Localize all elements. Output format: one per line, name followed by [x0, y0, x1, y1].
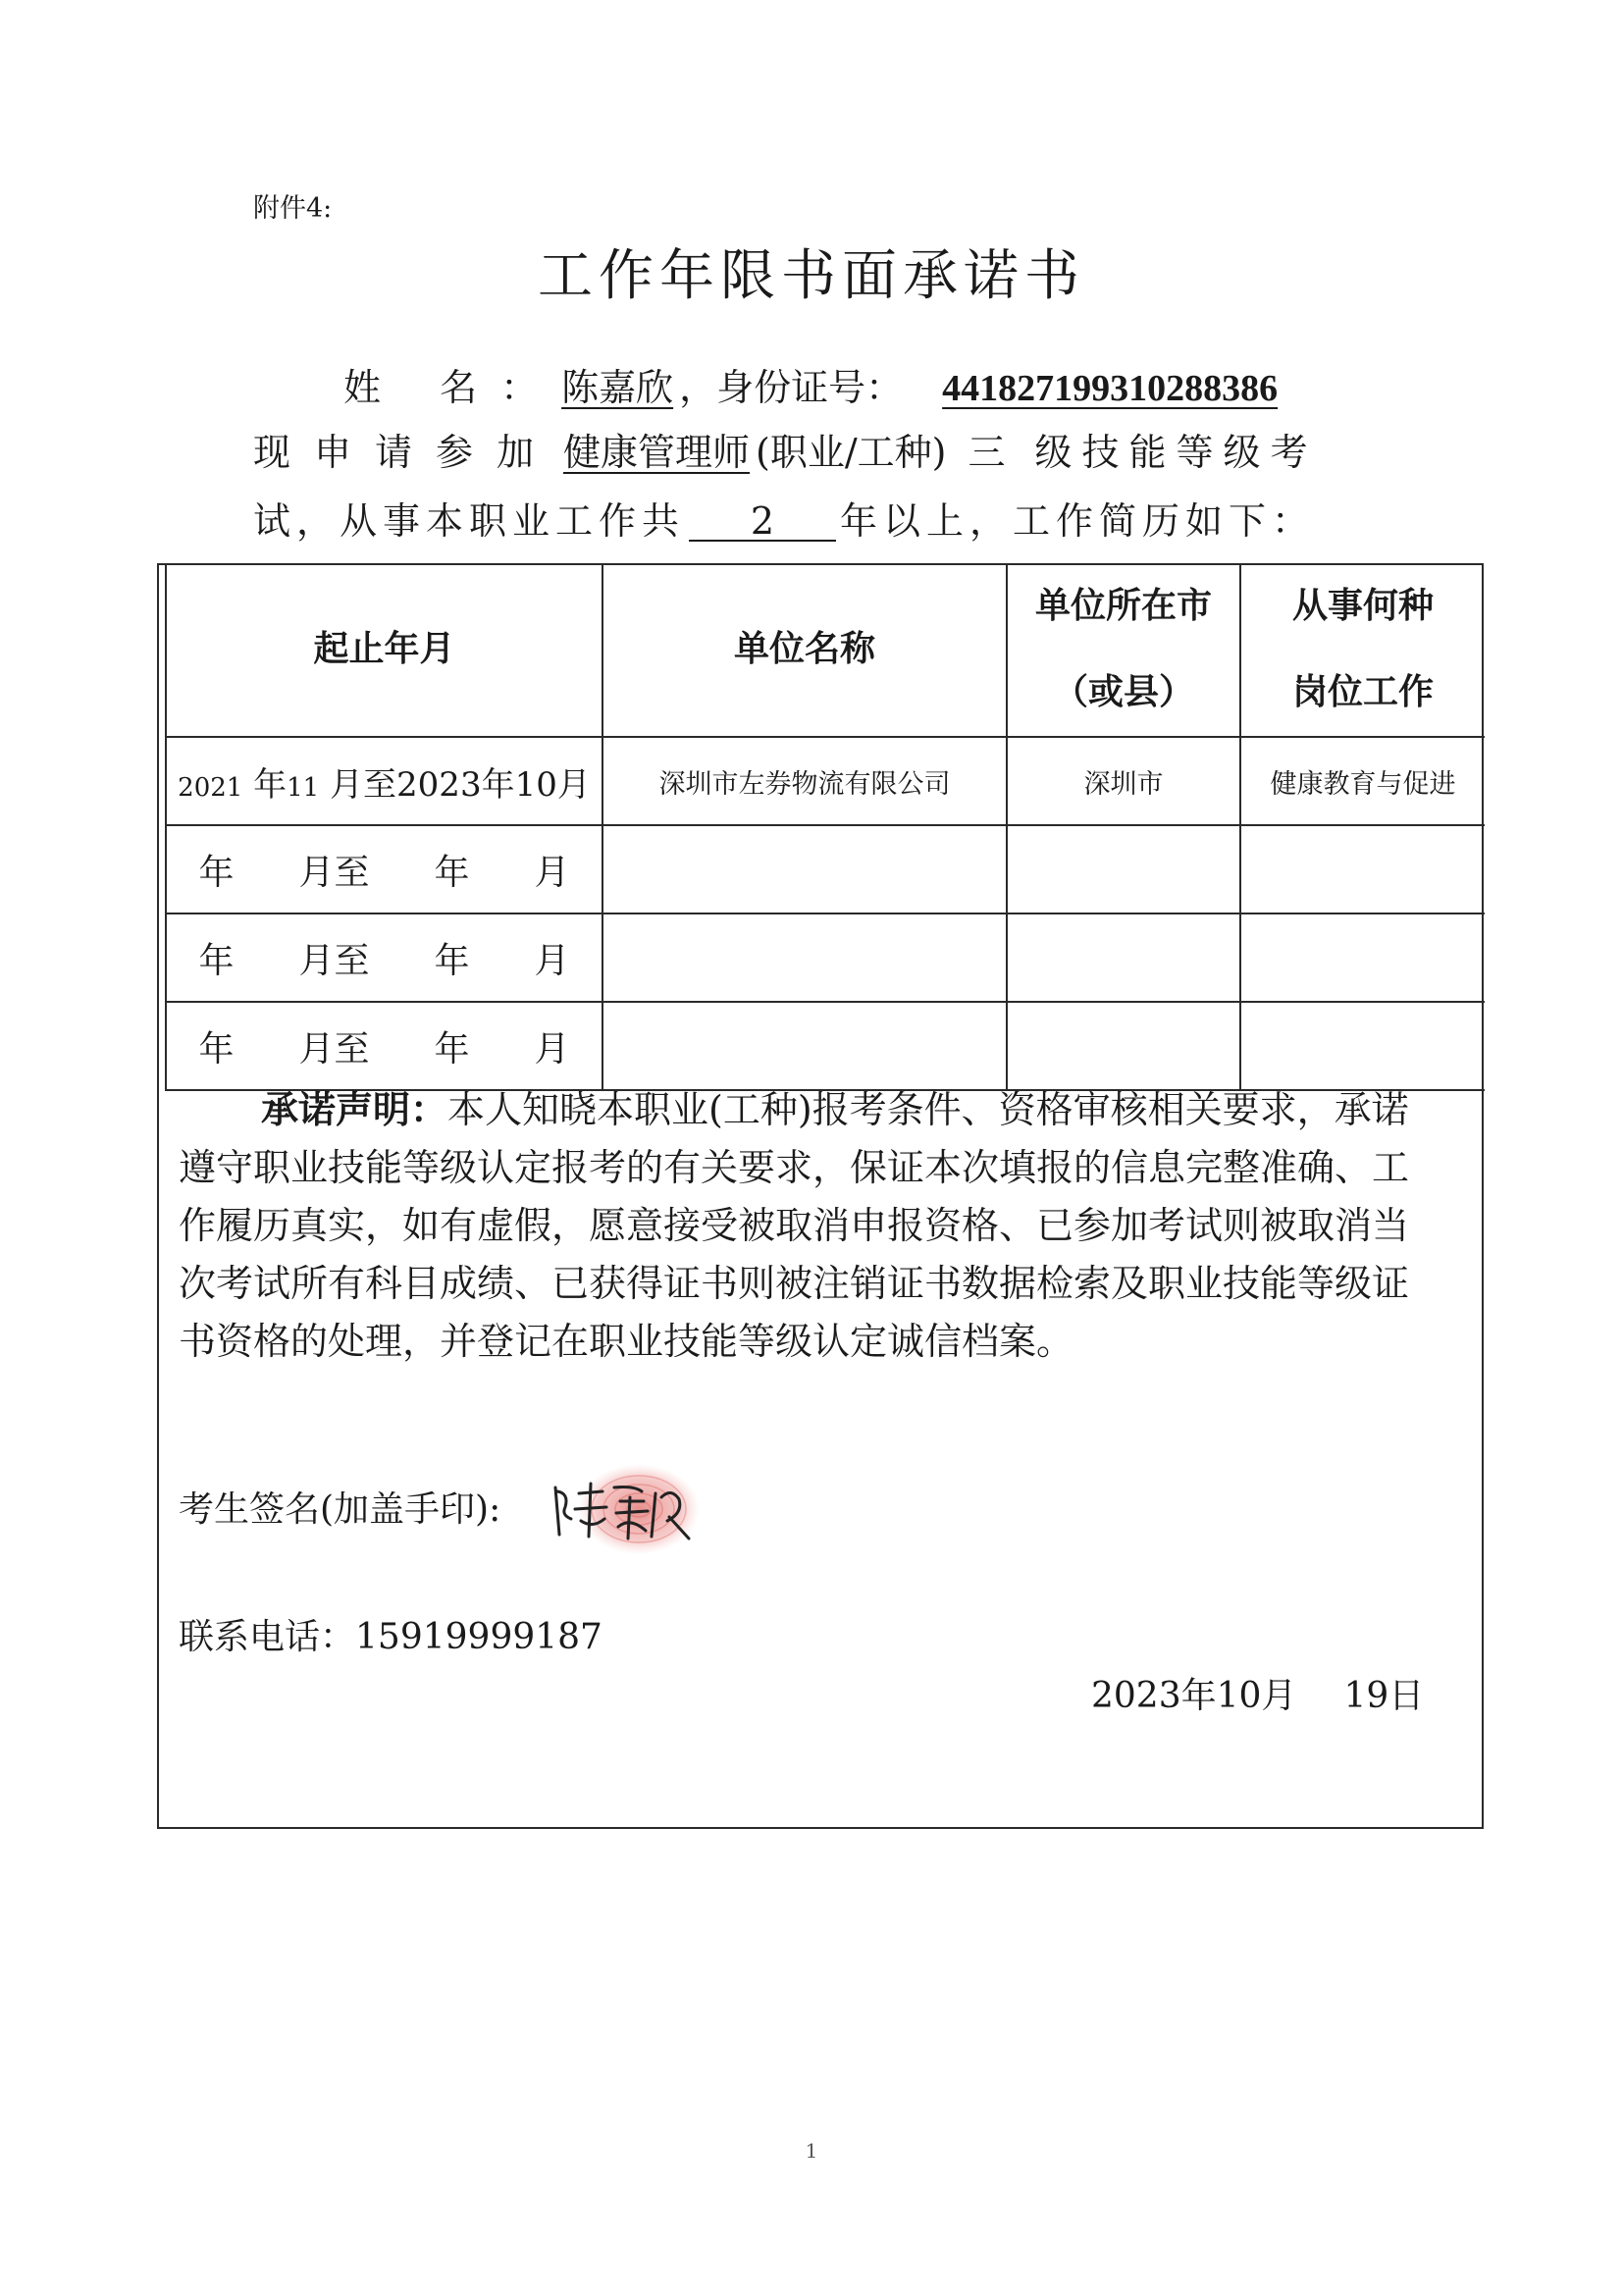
years-suffix: 年以上，工作简历如下：: [840, 499, 1316, 543]
blank-month: 月: [534, 852, 570, 893]
blank-year: 年: [198, 940, 235, 981]
work-history-table: [165, 563, 1485, 1091]
blank-period: [166, 913, 602, 1002]
years-value: 2: [689, 502, 836, 542]
blank-company-cell: [602, 913, 1007, 1002]
row-month-to-label: 月至: [330, 764, 397, 805]
blank-post-cell: [1240, 1002, 1485, 1090]
header-city: [1007, 563, 1240, 737]
blank-month: 月: [534, 1028, 570, 1070]
table-row: [166, 913, 1485, 1002]
name-label: 姓 名：: [343, 366, 562, 409]
blank-year-2: 年: [434, 940, 470, 981]
occupation-value: 健康管理师: [563, 431, 751, 474]
years-prefix: 试，从事本职业工作共: [253, 499, 686, 543]
date-year-month: 2023年10月: [1091, 1676, 1297, 1716]
level-value: 三: [968, 431, 1006, 474]
signature-with-fingerprint: [546, 1458, 703, 1556]
application-line: [253, 422, 1318, 476]
applicant-line: [343, 357, 1278, 411]
sign-date: [1091, 1668, 1424, 1718]
commitment-statement: [179, 1081, 1435, 1371]
row-company: 深圳市左券物流有限公司: [602, 737, 1007, 825]
blank-city-cell: [1007, 825, 1240, 913]
blank-city-cell: [1007, 1002, 1240, 1090]
attachment-label: 附件4:: [253, 193, 333, 224]
table-row: [166, 737, 1485, 825]
statement-lead: 承诺声明：: [261, 1088, 448, 1131]
id-label: ，身份证号：: [679, 366, 904, 409]
blank-month-to: 月至: [298, 940, 370, 981]
header-company: 单位名称: [602, 563, 1007, 737]
occupation-suffix: (职业/工种): [756, 431, 947, 474]
row-end-year: 2023: [396, 764, 482, 805]
document-title: 工作年限书面承诺书: [538, 244, 1085, 308]
applicant-name: 陈嘉欣: [561, 366, 674, 409]
phone-label: 联系电话：: [179, 1617, 356, 1657]
blank-month: 月: [534, 940, 570, 981]
row-city: 深圳市: [1007, 737, 1240, 825]
blank-company-cell: [602, 1002, 1007, 1090]
statement-body: 本人知晓本职业(工种)报考条件、资格审核相关要求，承诺遵守职业技能等级认定报考的有关要求，保证本次填报的信息完整准确、工作履历真实，如有虚假，愿意接受被取消申报资格、已参加考试则被取消当次考试所有科目成绩、已获得证书则被注销证书数据检索及职业技能等级证书资格的处理，并登记在职业技能等级认定诚信档案。: [179, 1088, 1410, 1363]
row-end-month: 10: [514, 764, 557, 805]
date-day: 19日: [1343, 1676, 1425, 1716]
level-suffix: 级技能等级考: [1034, 431, 1318, 474]
header-post-line2: 岗位工作: [1291, 672, 1434, 712]
phone-number: 15919999187: [355, 1617, 602, 1657]
apply-prefix: 现申请参加: [253, 431, 558, 474]
row-start-year: 2021: [178, 772, 243, 803]
blank-post-cell: [1240, 913, 1485, 1002]
header-period: 起止年月: [166, 563, 602, 737]
id-number: 441827199310288386: [942, 368, 1279, 409]
row-start-month: 11: [287, 772, 320, 803]
header-city-line1: 单位所在市: [1034, 586, 1212, 626]
row-month-label: 月: [556, 764, 591, 805]
row-post: 健康教育与促进: [1240, 737, 1485, 825]
row-year-label: 年: [253, 764, 288, 805]
table-row: [166, 1002, 1485, 1090]
header-city-line2: （或县）: [1052, 672, 1194, 712]
blank-year: 年: [198, 1028, 235, 1070]
blank-year-2: 年: [434, 1028, 470, 1070]
years-line: [253, 491, 1315, 545]
page-number: 1: [805, 2139, 818, 2163]
blank-company-cell: [602, 825, 1007, 913]
row-period: [166, 737, 602, 825]
row-year-label-2: 年: [481, 764, 515, 805]
blank-year-2: 年: [434, 852, 470, 893]
blank-period: [166, 1002, 602, 1090]
blank-city-cell: [1007, 913, 1240, 1002]
contact-phone: [179, 1609, 602, 1659]
blank-month-to: 月至: [298, 1028, 370, 1070]
signature-label: 考生签名(加盖手印):: [179, 1489, 501, 1530]
table-row: [166, 825, 1485, 913]
header-post-line1: 从事何种: [1291, 586, 1434, 626]
blank-period: [166, 825, 602, 913]
header-post: [1240, 563, 1485, 737]
table-header-row: [166, 563, 1485, 737]
blank-year: 年: [198, 852, 235, 893]
blank-month-to: 月至: [298, 852, 370, 893]
blank-post-cell: [1240, 825, 1485, 913]
